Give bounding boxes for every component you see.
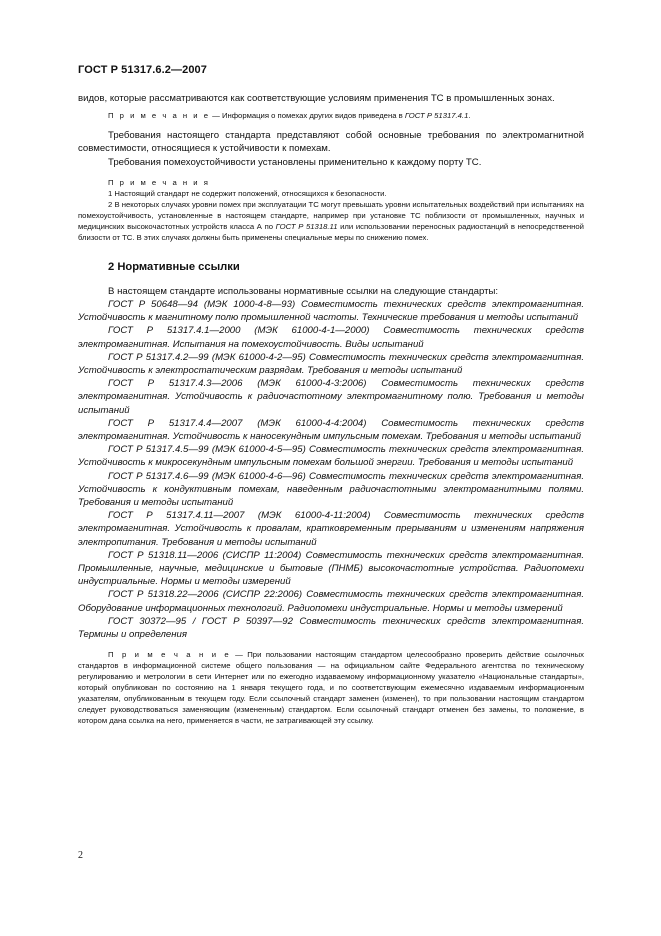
reference-item: ГОСТ Р 50648—94 (МЭК 1000-4-8—93) Совместимость технических средств электромагнитная. Устойчивость к магнитному полю промышленной частоты. Технические требования и методы испытаний bbox=[78, 299, 584, 324]
page-number: 2 bbox=[78, 850, 83, 861]
reference-item: ГОСТ Р 51318.22—2006 (СИСПР 22:2006) Совместимость технических средств электромагнитная. Оборудование информационных технологий. Радиопомехи индустриальные. Нормы и методы измерений bbox=[78, 589, 584, 614]
references-note-label: П р и м е ч а н и е bbox=[108, 650, 231, 660]
note-reference: ГОСТ Р 51317.4.1 bbox=[404, 111, 469, 121]
note-end: . bbox=[468, 111, 471, 121]
reference-item: ГОСТ Р 51318.11—2006 (СИСПР 11:2004) Совместимость технических средств электромагнитная. Промышленные, научные, медицинские и бытовые (ПНМБ) высокочастотные устройства. Радиопомехи индустриальные. Нормы и методы измерений bbox=[78, 549, 584, 588]
reference-item: ГОСТ Р 51317.4.11—2007 (МЭК 61000-4-11:2004) Совместимость технических средств электромагнитная. Устойчивость к провалам, кратковременным прерываниям и изменениям напряжения электропитания. Требования и методы испытаний bbox=[78, 510, 584, 548]
reference-item: ГОСТ Р 51317.4.3—2006 (МЭК 61000-4-3:2006) Совместимость технических средств электромагнитная. Устойчивость к радиочастотному электромагнитному полю. Требования и методы испытаний bbox=[78, 378, 584, 416]
note-label: П р и м е ч а н и е bbox=[108, 111, 210, 121]
immunity-paragraph: Требования помехоустойчивости установлены применительно к каждому порту ТС. bbox=[108, 156, 482, 168]
note-item-2 bbox=[78, 199, 584, 243]
section-title: 2 Нормативные ссылки bbox=[108, 260, 240, 273]
note-item-2-end: или использовании переносных радиостанций в непосредственной близости от ТС. В этих случаях должны быть применены специальные меры по снижению помех. bbox=[78, 221, 584, 242]
references-note-text: — При пользовании настоящим стандартом целесообразно проверить действие ссылочных стандартов в информационной системе общего пользования — на официальном сайте Федерального агентства по техническому регулированию и метрологии в сети Интернет или по ежегодно издаваемому информационному указателю «Национальные стандарты», который опубликован по состоянию на 1 января текущего года, и по соответствующим ежемесячно издаваемым информационным указателям, опубликованным в текущем году. Если ссылочный стандарт заменен (изменен), то при пользовании настоящим стандартом следует руководствоваться заменяющим (измененным) стандартом. Если ссылочный стандарт отменен без замены, то положение, в котором дана ссылка на него, применяется в части, не затрагивающей эту ссылку. bbox=[78, 650, 584, 726]
reference-item: ГОСТ Р 51317.4.1—2000 (МЭК 61000-4-1—2000) Совместимость технических средств электромагнитная. Испытания на помехоустойчивость. Виды испытаний bbox=[78, 325, 584, 350]
continuation-paragraph: видов, которые рассматриваются как соответствующие условиям применения ТС в промышленных зонах. bbox=[78, 93, 555, 104]
section-lead: В настоящем стандарте использованы нормативные ссылки на следующие стандарты: bbox=[108, 285, 499, 297]
note-text: — Информация о помехах других видов приведена в bbox=[209, 111, 405, 121]
document-header: ГОСТ Р 51317.6.2—2007 bbox=[78, 64, 207, 76]
reference-item: ГОСТ Р 51317.4.5—99 (МЭК 61000-4-5—95) Совместимость технических средств электромагнитная. Устойчивость к микросекундным импульсным помехам большой энергии. Требования и методы испытаний bbox=[78, 444, 584, 469]
reference-item: ГОСТ Р 51317.4.6—99 (МЭК 61000-4-6—96) Совместимость технических средств электромагнитная. Устойчивость к кондуктивным помехам, наведенным радиочастотными электромагнитными полями. Требования и методы испытаний bbox=[78, 470, 584, 509]
reference-item: ГОСТ Р 51317.4.2—99 (МЭК 61000-4-2—95) Совместимость технических средств электромагнитная. Устойчивость к электростатическим разрядам. Требования и методы испытаний bbox=[78, 351, 584, 377]
note-item-1: 1 Настоящий стандарт не содержит положений, относящихся к безопасности. bbox=[108, 188, 387, 198]
references-note bbox=[78, 649, 584, 726]
notes-label: П р и м е ч а н и я bbox=[108, 177, 210, 187]
note-item-2-reference: ГОСТ Р 51318.11 bbox=[275, 221, 338, 231]
reference-item: ГОСТ Р 51317.4.4—2007 (МЭК 61000-4-4:2004) Совместимость технических средств электромагнитная. Устойчивость к наносекундным импульсным помехам. Требования и методы испытаний bbox=[78, 417, 584, 443]
requirements-paragraph: Требования настоящего стандарта представляют собой основные требования по электромагнитной совместимости, относящиеся к устойчивости к помехам. bbox=[78, 130, 584, 155]
note-scope bbox=[78, 110, 584, 121]
reference-item: ГОСТ 30372—95 / ГОСТ Р 50397—92 Совместимость технических средств электромагнитная. Термины и определения bbox=[78, 615, 584, 641]
document-body bbox=[78, 92, 584, 726]
note-item-2-text: 2 В некоторых случаях уровни помех при эксплуатации ТС могут превышать уровни испытательных воздействий при испытаниях на помехоустойчивость, установленные в настоящем стандарте, например при установке ТС поблизости от промышленных, научных и медицинских высокочастотных устройств класса А по bbox=[78, 199, 584, 231]
reference-list bbox=[78, 298, 584, 641]
